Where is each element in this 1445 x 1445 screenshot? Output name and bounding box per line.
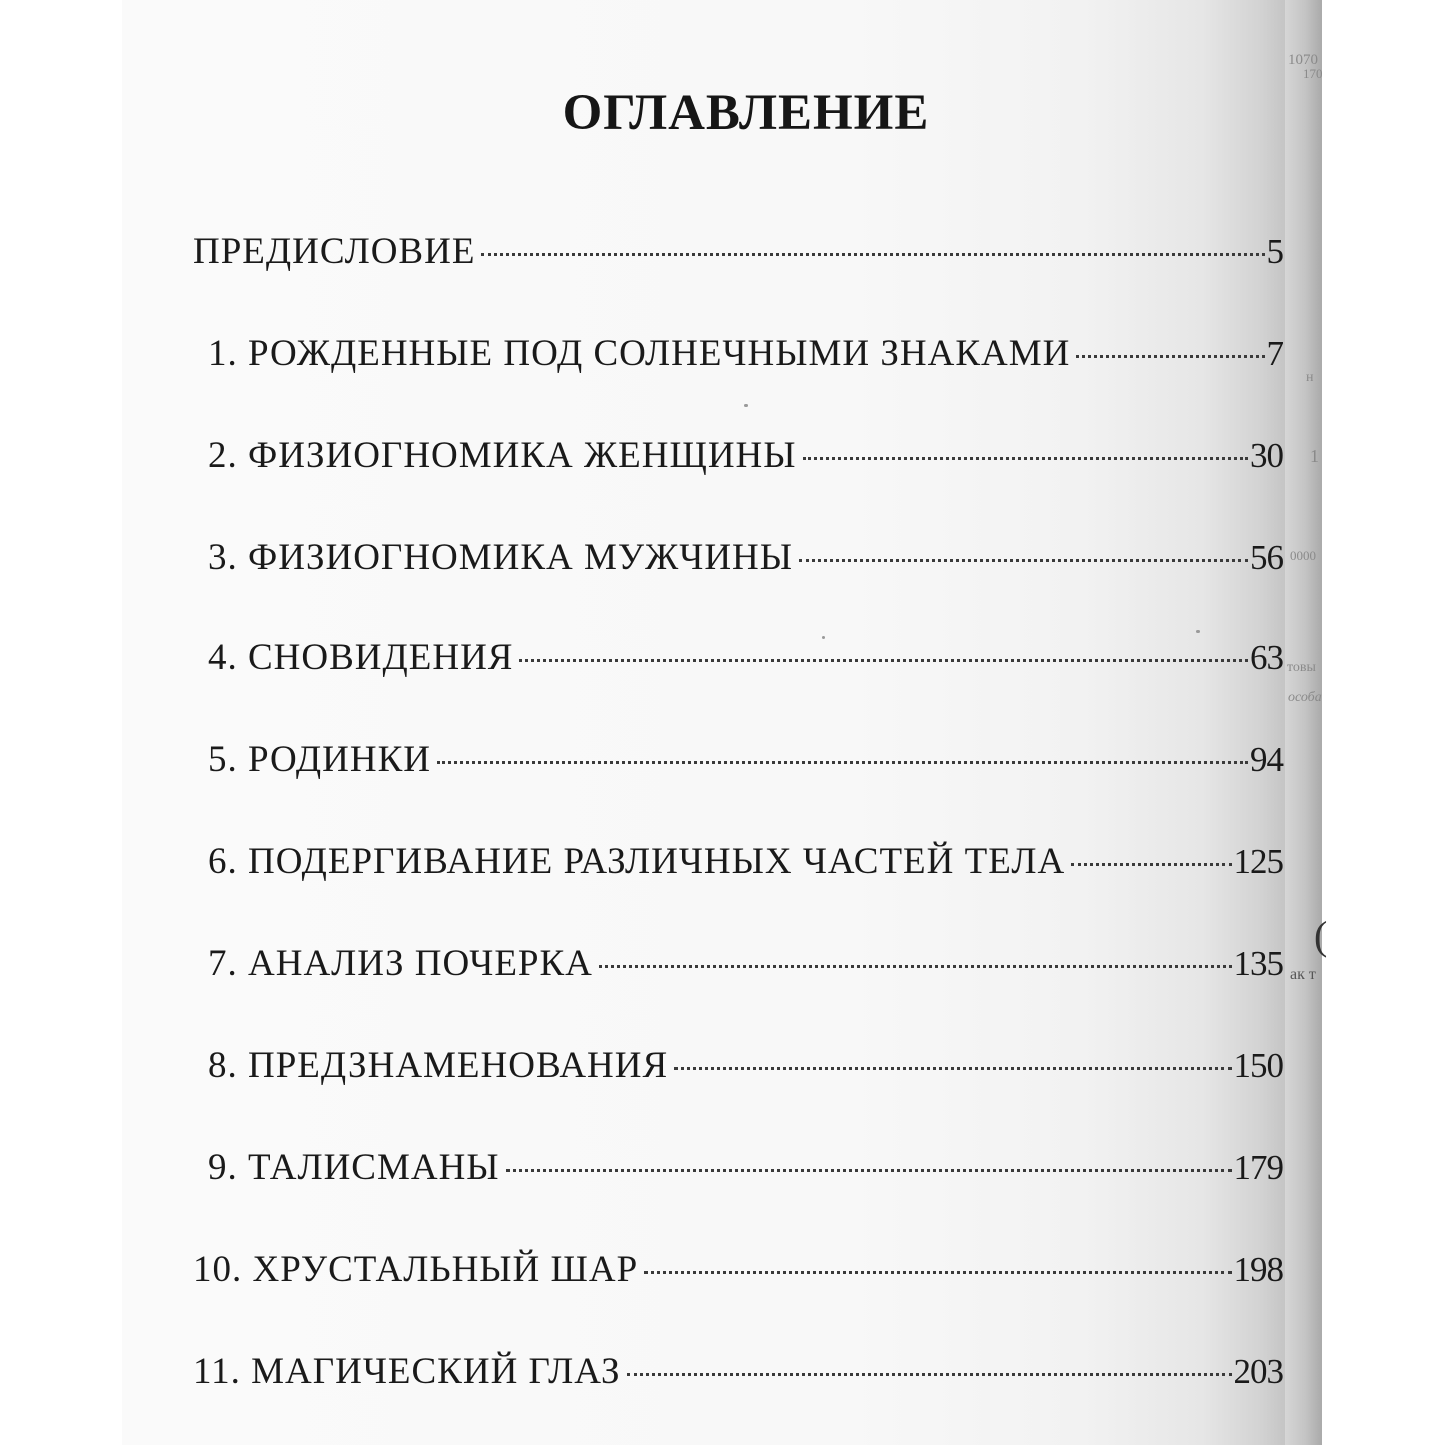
paper-speck xyxy=(1196,630,1200,633)
toc-entry xyxy=(193,434,1283,484)
toc-entry xyxy=(193,1146,1283,1196)
toc-entry xyxy=(193,840,1283,890)
dot-leader xyxy=(506,1169,1232,1172)
toc-entry-title: 4. СНОВИДЕНИЯ xyxy=(208,637,514,678)
dot-leader xyxy=(803,457,1248,460)
toc-entry-page: 135 xyxy=(1233,944,1283,983)
toc-entry-title: 9. ТАЛИСМАНЫ xyxy=(208,1147,500,1188)
dot-leader xyxy=(481,253,1264,256)
toc-entry-page: 63 xyxy=(1250,638,1283,677)
toc-entry-page: 7 xyxy=(1266,334,1283,373)
book-page xyxy=(122,0,1322,1445)
dot-leader xyxy=(674,1067,1231,1070)
toc-entry-title: 3. ФИЗИОГНОМИКА МУЖЧИНЫ xyxy=(208,537,794,578)
bleed-text: товы xyxy=(1287,660,1316,675)
toc-entry-title: 2. ФИЗИОГНОМИКА ЖЕНЩИНЫ xyxy=(208,435,797,476)
toc-entry-page: 56 xyxy=(1250,538,1283,577)
dot-leader xyxy=(799,559,1248,562)
toc-entry-title: 6. ПОДЕРГИВАНИЕ РАЗЛИЧНЫХ ЧАСТЕЙ ТЕЛА xyxy=(208,841,1066,882)
bleed-text: особа xyxy=(1288,690,1322,705)
dot-leader xyxy=(1076,355,1264,358)
bleed-text: ( xyxy=(1314,913,1328,958)
toc-entry-page: 198 xyxy=(1233,1250,1283,1289)
toc-entry xyxy=(193,536,1283,586)
bleed-text: 0000 xyxy=(1290,548,1316,563)
toc-entry-page: 5 xyxy=(1266,232,1283,271)
dot-leader xyxy=(627,1373,1232,1376)
toc-entry-title: 8. ПРЕДЗНАМЕНОВАНИЯ xyxy=(208,1045,669,1086)
dot-leader xyxy=(1071,863,1231,866)
toc-entry xyxy=(193,230,1283,280)
toc-entry xyxy=(193,1248,1283,1298)
bleed-text: 1 xyxy=(1310,446,1319,466)
page-title: ОГЛАВЛЕНИЕ xyxy=(562,85,930,141)
toc-entry xyxy=(193,942,1283,992)
toc-entry-title: 10. ХРУСТАЛЬНЫЙ ШАР xyxy=(193,1249,639,1290)
paper-speck xyxy=(744,404,748,407)
toc-entry-title: 5. РОДИНКИ xyxy=(208,739,431,780)
toc-entry xyxy=(193,1044,1283,1094)
bleed-text: 1070 xyxy=(1288,52,1318,68)
toc-entry-title: ПРЕДИСЛОВИЕ xyxy=(193,231,476,272)
toc-entry xyxy=(193,1350,1283,1400)
toc-entry-page: 203 xyxy=(1233,1352,1283,1391)
bleed-text: 170 xyxy=(1303,66,1323,81)
toc-entry-title: 7. АНАЛИЗ ПОЧЕРКА xyxy=(208,943,593,984)
toc-entry xyxy=(193,738,1283,788)
toc-entry-title: 1. РОЖДЕННЫЕ ПОД СОЛНЕЧНЫМИ ЗНАКАМИ xyxy=(208,333,1071,374)
toc-entry xyxy=(193,332,1283,382)
toc-entry-page: 179 xyxy=(1233,1148,1283,1187)
toc-entry xyxy=(193,636,1283,686)
bleed-text: ак т xyxy=(1290,966,1316,983)
dot-leader xyxy=(644,1271,1231,1274)
toc-entry-page: 125 xyxy=(1233,842,1283,881)
toc-entry-page: 150 xyxy=(1233,1046,1283,1085)
dot-leader xyxy=(519,659,1248,662)
toc-entry-title: 11. МАГИЧЕСКИЙ ГЛАЗ xyxy=(193,1351,621,1392)
toc-entry-page: 30 xyxy=(1250,436,1283,475)
dot-leader xyxy=(437,761,1248,764)
book-gutter xyxy=(1285,0,1322,1445)
bleed-text: н xyxy=(1306,370,1314,385)
dot-leader xyxy=(599,965,1232,968)
toc-entry-page: 94 xyxy=(1250,740,1283,779)
